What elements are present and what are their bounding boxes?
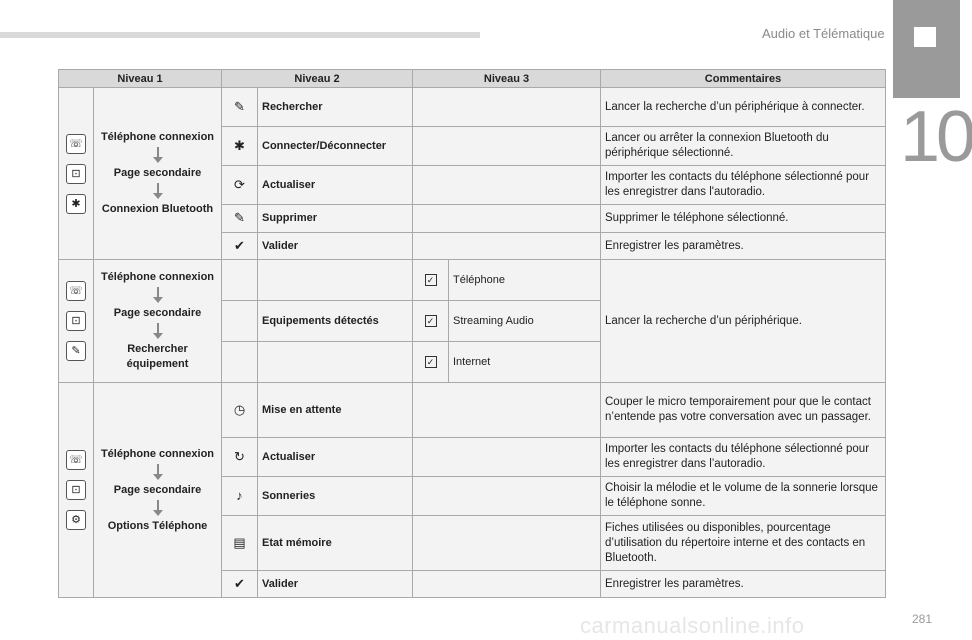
refresh-phone-icon: ⟳ <box>222 166 258 205</box>
down-arrow-icon <box>157 500 159 511</box>
row-label: Valider <box>258 233 413 260</box>
refresh-icon: ↻ <box>222 438 258 477</box>
secondary-page-icon: ⊡ <box>66 164 86 184</box>
flow-step: Page secondaire <box>113 167 202 179</box>
table-row <box>59 260 886 301</box>
section-title: Audio et Télématique <box>762 26 885 41</box>
empty-cell <box>413 571 601 598</box>
row-comment: Lancer ou arrêter la connexion Bluetooth du périphérique sélectionné. <box>601 127 886 166</box>
flow-step: Page secondaire <box>113 307 202 319</box>
chapter-tab-square <box>914 27 936 47</box>
option-label: Internet <box>449 342 601 383</box>
row-comment: Lancer la recherche d’un périphérique. <box>601 260 886 383</box>
phone-menu-icon: ☏ <box>66 281 86 301</box>
page-number: 281 <box>912 612 933 626</box>
down-arrow-icon <box>157 147 159 158</box>
flow-step: Connexion Bluetooth <box>101 203 214 215</box>
phone-menu-icon: ☏ <box>66 134 86 154</box>
section3-flow <box>94 383 222 598</box>
search-phone-icon: ✎ <box>222 88 258 127</box>
row-label: Rechercher <box>258 88 413 127</box>
col-header-comments: Commentaires <box>601 70 886 88</box>
down-arrow-icon <box>157 464 159 475</box>
bluetooth-icon: ✱ <box>66 194 86 214</box>
flow-step: Options Téléphone <box>107 519 208 532</box>
empty-cell <box>413 88 601 127</box>
flow-step: Téléphone connexion <box>100 271 215 283</box>
down-arrow-icon <box>157 183 159 194</box>
header-rule <box>0 32 480 38</box>
row-comment: Fiches utilisées ou disponibles, pourcentage d’utilisation du répertoire interne et des contacts en Bluetooth. <box>601 516 886 571</box>
menu-table <box>58 69 886 598</box>
row-label: Connecter/Déconnecter <box>258 127 413 166</box>
row-label: Equipements détectés <box>258 301 413 342</box>
col-header-level1: Niveau 1 <box>59 70 222 88</box>
flow-step: Rechercher équipement <box>126 343 189 370</box>
empty-cell <box>413 383 601 438</box>
col-header-level3: Niveau 3 <box>413 70 601 88</box>
ringtone-icon: ♪ <box>222 477 258 516</box>
row-comment: Enregistrer les paramètres. <box>601 233 886 260</box>
row-label: Etat mémoire <box>258 516 413 571</box>
empty-cell <box>413 127 601 166</box>
down-arrow-icon <box>157 287 159 298</box>
secondary-page-icon: ⊡ <box>66 480 86 500</box>
empty-cell <box>413 477 601 516</box>
delete-phone-icon: ✎ <box>222 205 258 233</box>
empty-cell <box>413 438 601 477</box>
row-comment: Couper le micro temporairement pour que le contact n’entende pas votre conversation avec un passager. <box>601 383 886 438</box>
col-header-level2: Niveau 2 <box>222 70 413 88</box>
empty-cell <box>413 166 601 205</box>
option-label: Téléphone <box>449 260 601 301</box>
down-arrow-icon <box>157 323 159 334</box>
row-comment: Importer les contacts du téléphone sélectionné pour les enregistrer dans l’autoradio. <box>601 438 886 477</box>
empty-cell <box>258 342 413 383</box>
option-label: Streaming Audio <box>449 301 601 342</box>
section1-flow <box>94 88 222 260</box>
watermark: carmanualsonline.info <box>580 613 805 638</box>
check-icon: ✔ <box>222 571 258 598</box>
row-label: Supprimer <box>258 205 413 233</box>
checkbox-icon: ✓ <box>413 301 449 342</box>
row-label: Sonneries <box>258 477 413 516</box>
row-comment: Lancer la recherche d’un périphérique à connecter. <box>601 88 886 127</box>
phone-options-icon: ⚙ <box>66 510 86 530</box>
table-row <box>59 88 886 127</box>
row-comment: Choisir la mélodie et le volume de la sonnerie lorsque le téléphone sonne. <box>601 477 886 516</box>
row-comment: Supprimer le téléphone sélectionné. <box>601 205 886 233</box>
section1-icons <box>59 88 94 260</box>
empty-cell <box>222 301 258 342</box>
empty-cell <box>413 233 601 260</box>
memory-icon: ▤ <box>222 516 258 571</box>
row-comment: Importer les contacts du téléphone sélectionné pour les enregistrer dans l'autoradio. <box>601 166 886 205</box>
hold-call-icon: ◷ <box>222 383 258 438</box>
row-label: Actualiser <box>258 438 413 477</box>
table-header-row <box>59 70 886 88</box>
empty-cell <box>258 260 413 301</box>
checkbox-icon: ✓ <box>413 342 449 383</box>
row-label: Actualiser <box>258 166 413 205</box>
check-icon: ✔ <box>222 233 258 260</box>
chapter-number: 10 <box>900 97 972 177</box>
bluetooth-x-icon: ✱ <box>222 127 258 166</box>
flow-step: Page secondaire <box>113 483 202 496</box>
checkbox-icon: ✓ <box>413 260 449 301</box>
chapter-tab <box>893 0 960 98</box>
empty-cell <box>222 260 258 301</box>
search-device-icon: ✎ <box>66 341 86 361</box>
table-row <box>59 383 886 438</box>
phone-menu-icon: ☏ <box>66 450 86 470</box>
flow-step: Téléphone connexion <box>100 131 215 143</box>
row-label: Mise en attente <box>258 383 413 438</box>
section3-icons <box>59 383 94 598</box>
empty-cell <box>413 205 601 233</box>
flow-step: Téléphone connexion <box>100 447 215 460</box>
empty-cell <box>413 516 601 571</box>
row-comment: Enregistrer les paramètres. <box>601 571 886 598</box>
section2-flow <box>94 260 222 383</box>
section2-icons <box>59 260 94 383</box>
empty-cell <box>222 342 258 383</box>
secondary-page-icon: ⊡ <box>66 311 86 331</box>
row-label: Valider <box>258 571 413 598</box>
